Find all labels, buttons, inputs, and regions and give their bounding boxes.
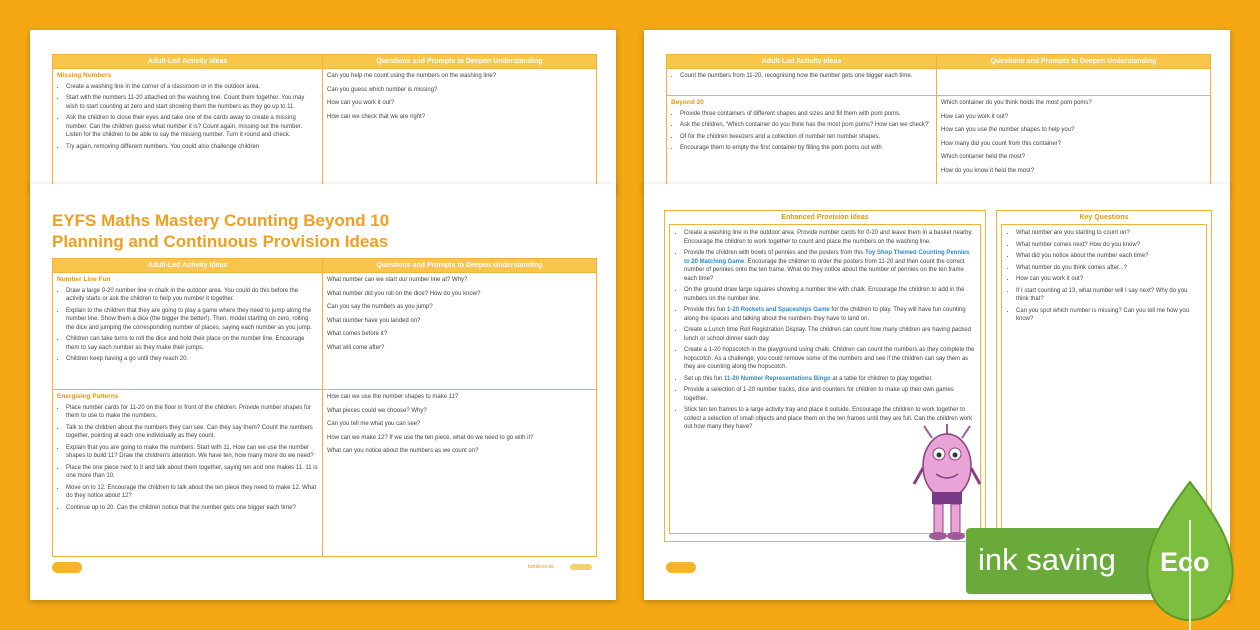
list-item: • Can you spot which number is missing? Can you tell me how you know?: [1016, 307, 1201, 324]
monster-illustration: [912, 424, 982, 542]
list-item: [684, 229, 975, 246]
question: How can you work it out?: [327, 100, 395, 106]
question: Can you tell me what you can see?: [327, 421, 421, 427]
list-item: • What number are you starting to count on?: [1016, 229, 1201, 238]
question: Can you guess which number is missing?: [327, 86, 438, 93]
list-item: [684, 346, 975, 372]
list-item: • Count the numbers from 11-20, recognising how the number gets one bigger each time.: [680, 72, 932, 81]
item-text: Create a Lunch time Roll Registration Display. The children can count how many children are having packed lunch or school dinner each day.: [684, 327, 971, 342]
page-title: [52, 210, 389, 252]
list-item: • How can you work it out?: [1016, 275, 1201, 284]
twinkl-logo-icon: [52, 562, 82, 573]
list-item: [684, 375, 975, 384]
list-item: • What number do you think comes after...?: [1016, 264, 1201, 273]
list-item: • What did you notice about the number each time?: [1016, 252, 1201, 261]
question: How can you use the number shapes to help you?: [941, 127, 1075, 133]
list-item: • Explain that you are going to make the numbers. Start with 11. How can we use the number shapes to build 11? Draw the children's attention. We have ten, how many more do we need?: [66, 444, 318, 461]
footer-url: twinkl.co.uk: [528, 564, 554, 570]
question: Can you help me count using the numbers on the washing line?: [327, 73, 497, 79]
item-text: at a table for children to play together.: [830, 375, 933, 382]
column-header: Adult-Led Activity Ideas: [53, 259, 323, 273]
activity-cell: [53, 69, 323, 191]
item-text: for the children to play. They will have fun counting along the spaces and talking about the numbers they have to land on.: [684, 307, 966, 322]
questions-cell: [323, 69, 597, 191]
list-item: • Encourage them to empty the first container by filling the pom poms out with: [680, 144, 932, 153]
question: How many did you count from this container?: [941, 140, 1062, 147]
item-text: . Encourage the children to order the posters from 11-20 and then count the correct number of pennies onto the ten frame. What do they notice about the number of pennies on the ten frame each time?: [684, 258, 965, 282]
question: What will come after?: [327, 344, 385, 351]
section-heading: Energising Patterns: [57, 393, 119, 400]
item-text: On the ground draw large squares showing a number line with chalk. Encourage the children to add in the numbers on the number line.: [684, 287, 965, 302]
monster-icon: [914, 424, 980, 540]
resource-link[interactable]: 1-20 Rockets and Spaceships Game: [727, 307, 830, 313]
column-header: Questions and Prompts to Deepen Understanding: [323, 55, 597, 69]
question: What can you notice about the numbers as we count on?: [327, 448, 479, 454]
question: Which container held the most?: [941, 154, 1026, 160]
question: How can you work it out?: [941, 113, 1009, 120]
question: Which container do you think holds the most pom poms?: [941, 100, 1092, 106]
list-item: [684, 386, 975, 403]
item-text: Create a washing line in the outdoor area. Provide number cards for 0-20 and leave them in a basket nearby. Encourage the children to work together to count and place the numbers on the washing line.: [684, 230, 973, 245]
activity-table: [666, 54, 1211, 190]
question: What number have you landed on?: [327, 317, 421, 324]
resource-link[interactable]: 11-20 Number Representations Bingo: [724, 375, 831, 382]
list-item: [684, 249, 975, 283]
question: What number did you roll on the dice? How do you know?: [327, 290, 481, 297]
box-title: Key Questions: [997, 211, 1211, 224]
list-item: • Explain to the children that they are going to play a game where they need to jump along the number line. Show them a dice (the bigger the better!). Then, model starting on zero, rolling the dice and jumping the corresponding number of places, saying each number as you jump.: [66, 307, 318, 333]
question: What pieces could we choose? Why?: [327, 407, 427, 414]
list-item: • Provide three containers of different shapes and sizes and fill them with pom poms.: [680, 110, 932, 119]
question: How do you know it held the most?: [941, 167, 1035, 174]
item-text: Set up this fun: [684, 375, 725, 382]
activity-cell: [667, 69, 937, 96]
column-header: Questions and Prompts to Deepen Understanding: [323, 259, 597, 273]
column-header: Questions and Prompts to Deepen Understanding: [937, 55, 1211, 69]
resource-link[interactable]: Toy Shop Themed Counting Pennies to 20 Matching Game: [684, 250, 970, 265]
title-line-1: EYFS Maths Mastery Counting Beyond 10: [52, 211, 390, 230]
activity-table: [52, 54, 597, 190]
section-heading: Number Line Fun: [57, 276, 111, 283]
list-item: • Start with the numbers 11-20 attached on the washing line. Count them together. You may wish to start counting at zero and start showing them the numbers as they go up to 11.: [66, 94, 318, 111]
activity-cell: [667, 96, 937, 191]
question: How can we make 12? If we use the ten piece, what do we need to go with it?: [327, 434, 534, 441]
list-item: • What number comes next? How do you know?: [1016, 241, 1201, 250]
list-item: • Children can take turns to roll the dice and hold their place on the number line. Encourage them to say each number as they make their jumps.: [66, 335, 318, 352]
eco-label: Eco: [1160, 547, 1210, 577]
twinkl-logo-icon: [666, 562, 696, 573]
list-item: • Children keep having a go until they reach 20.: [66, 355, 318, 364]
list-item: • Of for the children tweezers and a collection of number ten number shapes.: [680, 133, 932, 142]
item-text: Create a 1-20 hopscotch in the playground using chalk. Children can count the numbers as they complete the hopscotch. As a challenge, you could remove some of the numbers and see if the children can say them as they are counting along the hopscotch.: [684, 347, 975, 370]
title-line-2: Planning and Continuous Provision Ideas: [52, 232, 389, 251]
worksheet-page-left-front: [30, 184, 616, 600]
list-item: • Place the one piece next to it and talk about them together, saying ten and one makes 11. 11 is one more than 10.: [66, 464, 318, 481]
activity-cell: [53, 273, 323, 390]
questions-cell: [937, 69, 1211, 96]
column-header: Adult-Led Activity Ideas: [53, 55, 323, 69]
question: What comes before it?: [327, 331, 388, 337]
list-item: • Talk to the children about the numbers they can see. Can they say them? Count the numbers together, pointing at each one individually as they count.: [66, 424, 318, 441]
question: Can you say the numbers as you jump?: [327, 304, 433, 310]
badge-label: ink saving: [978, 542, 1116, 577]
list-item: • Ask the children to close their eyes and take one of the cards away to create a missing number. Can the children guess what number it is? Count again, missing out the number. Listen for the children to be able to say the missing number. Turn it round and check.: [66, 114, 318, 140]
list-item: • If I start counting at 13, what number will I say next? Why do you think that?: [1016, 287, 1201, 304]
questions-cell: [323, 390, 597, 557]
section-heading: Missing Numbers: [57, 72, 112, 79]
list-item: • Draw a large 0-20 number line in chalk in the outdoor area. You could do this before the activity starts or ask the children to help you number it together.: [66, 287, 318, 304]
worksheet-page-left-back: [30, 30, 616, 190]
list-item: [684, 326, 975, 343]
section-heading: Beyond 20: [671, 99, 704, 106]
question: How can we check that we are right?: [327, 113, 426, 120]
list-item: • Move on to 12. Encourage the children to talk about the ten piece they need to make 12. What do they notice about 12?: [66, 484, 318, 501]
item-text: Stick ten ten frames to a large activity tray and place it outside. Encourage the children to work together to collect a selection of small objects and place them on the ten frames until they are full. Can the children work out how many they have?: [684, 407, 973, 430]
question: How can we use the number shapes to make 11?: [327, 394, 459, 400]
list-item: • Create a washing line in the corner of a classroom or in the outdoor area.: [66, 83, 318, 92]
questions-cell: [937, 96, 1211, 191]
column-header: Adult-Led Activity Ideas: [667, 55, 937, 69]
questions-cell: [323, 273, 597, 390]
box-title: Enhanced Provision Ideas: [665, 211, 985, 224]
question: What number can we start our number line at? Why?: [327, 277, 468, 283]
list-item: [684, 286, 975, 303]
activity-table: [52, 258, 597, 557]
list-item: [684, 306, 975, 323]
activity-cell: [53, 390, 323, 557]
partner-logo-icon: [570, 564, 592, 570]
item-text: Provide the children with bowls of pennies and the posters from this: [684, 250, 866, 256]
list-item: • Continue up to 20. Can the children notice that the number gets one bigger each time?: [66, 504, 318, 513]
list-item: • Try again, removing different numbers. You could also challenge children: [66, 143, 318, 152]
list-item: • Place number cards for 11-20 on the floor in front of the children. Provide number shapes for them to use to make the numbers.: [66, 404, 318, 421]
list-item: • Ask the children, 'Which container do you think has the most pom poms? How can we check?': [680, 121, 932, 130]
item-text: Provide this fun: [684, 307, 728, 313]
worksheet-page-right-back: [644, 30, 1230, 190]
item-text: Provide a selection of 1-20 number tracks, dice and counters for children to make up their own games together.: [684, 387, 954, 402]
